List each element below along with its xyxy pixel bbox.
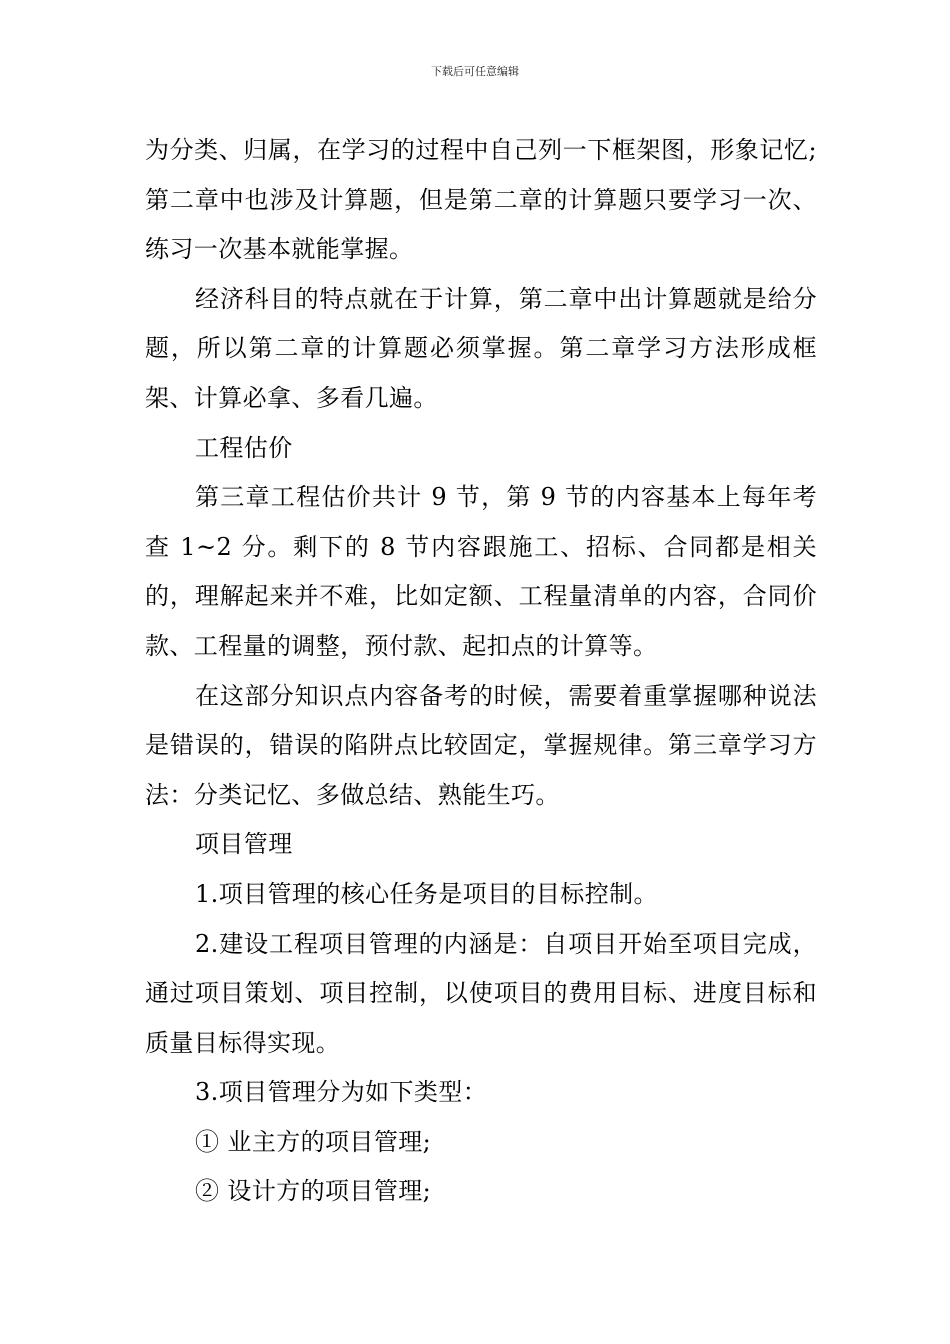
section-heading-engineering-estimate: 工程估价	[195, 433, 293, 462]
list-item-designer-management: ② 设计方的项目管理;	[195, 1177, 432, 1206]
paragraph-chapter-three-method: 在这部分知识点内容备考的时候，需要着重掌握哪种说法是错误的，错误的陷阱点比较固定，掌握规律。第三章学习方法：分类记忆、多做总结、熟能生巧。	[145, 681, 817, 809]
list-item-types-intro: 3.项目管理分为如下类型：	[195, 1078, 488, 1107]
paragraph-framework-memory: 为分类、归属，在学习的过程中自己列一下框架图，形象记忆;第二章中也涉及计算题，但是第二章的计算题只要学习一次、练习一次基本就能掌握。	[145, 136, 817, 264]
paragraph-chapter-three-overview: 第三章工程估价共计 9 节，第 9 节的内容基本上每年考查 1~2 分。剩下的 8 节内容跟施工、招标、合同都是相关的，理解起来并不难，比如定额、工程量清单的内容，合同价款、工程量的调整，预付款、起扣点的计算等。	[145, 483, 817, 660]
paragraph-economics-calculation: 经济科目的特点就在于计算，第二章中出计算题就是给分题，所以第二章的计算题必须掌握。第二章学习方法形成框架、计算必拿、多看几遍。	[145, 284, 817, 412]
section-heading-project-management: 项目管理	[195, 830, 293, 859]
document-body	[145, 126, 817, 1217]
list-item-core-task: 1.项目管理的核心任务是项目的目标控制。	[195, 879, 658, 908]
list-item-connotation: 2.建设工程项目管理的内涵是：自项目开始至项目完成，通过项目策划、项目控制，以使项目的费用目标、进度目标和质量目标得实现。	[145, 929, 817, 1057]
list-item-owner-management: ① 业主方的项目管理;	[195, 1127, 432, 1156]
page-header: 下载后可任意编辑	[431, 65, 519, 78]
